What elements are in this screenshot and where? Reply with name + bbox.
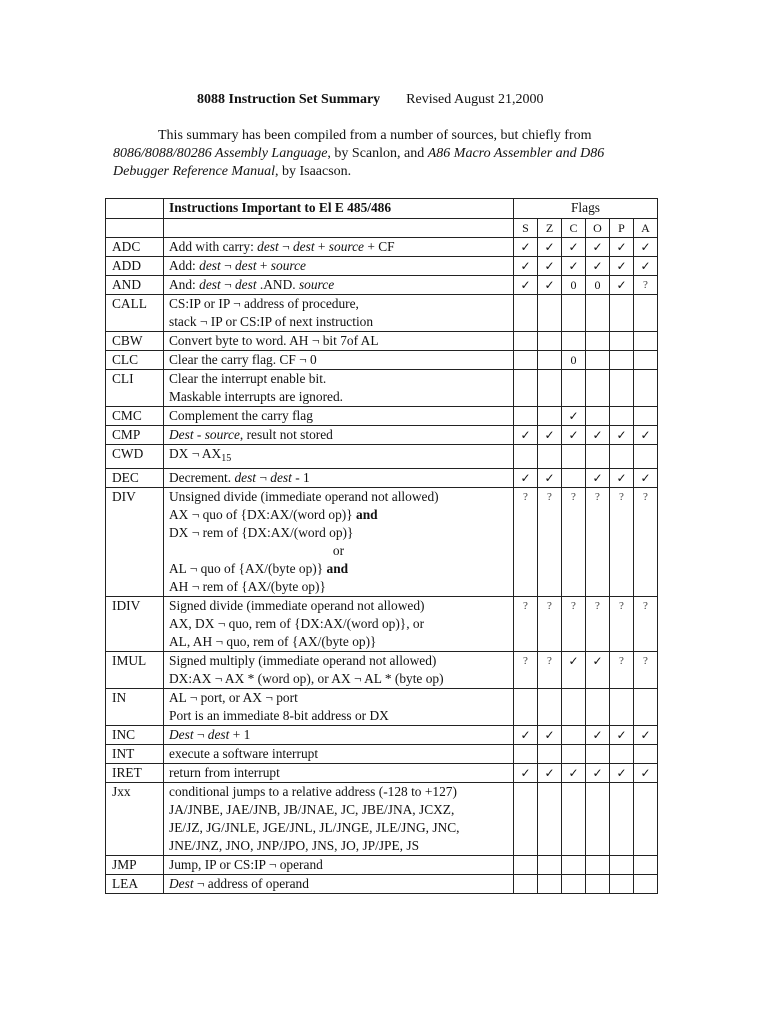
table-body <box>106 199 658 894</box>
checkmark-icon: ✓ <box>616 471 627 485</box>
instruction-description <box>164 407 514 426</box>
flag-cell-z <box>538 689 562 726</box>
flag-cell-a <box>634 875 658 894</box>
description-line: execute a software interrupt <box>169 746 319 761</box>
flag-cell-a <box>634 370 658 407</box>
flag-cell-a <box>634 257 658 276</box>
checkmark-icon: ✓ <box>544 728 555 742</box>
flag-cell-p <box>610 407 634 426</box>
checkmark-icon: ✓ <box>520 428 531 442</box>
table-row <box>106 445 658 469</box>
flag-cell-z <box>538 351 562 370</box>
flag-cell-c <box>562 407 586 426</box>
flag-cell-p <box>610 445 634 469</box>
flag-cell-z <box>538 856 562 875</box>
checkmark-icon: ✓ <box>640 766 651 780</box>
flag-cell-c: 0 <box>562 276 586 295</box>
description-line: DX:AX ¬ AX * (word op), or AX ¬ AL * (byte op) <box>169 671 444 686</box>
flag-cell-c <box>562 875 586 894</box>
table-row <box>106 764 658 783</box>
checkmark-icon: ✓ <box>592 728 603 742</box>
description-line: AH ¬ rem of {AX/(byte op)} <box>169 579 326 594</box>
intro-book1: 8086/8088/80286 Assembly Language <box>113 146 328 161</box>
instruction-description <box>164 445 514 469</box>
flag-cell-s <box>514 445 538 469</box>
flag-cell-a <box>634 469 658 488</box>
flag-cell-s <box>514 370 538 407</box>
flag-cell-o <box>586 856 610 875</box>
table-row <box>106 856 658 875</box>
flag-cell-o: 0 <box>586 276 610 295</box>
table-row <box>106 597 658 652</box>
flag-cell-a <box>634 856 658 875</box>
flag-cell-o <box>586 407 610 426</box>
instruction-mnemonic: CALL <box>106 295 164 332</box>
instruction-mnemonic: IMUL <box>106 652 164 689</box>
flag-cell-s <box>514 426 538 445</box>
flag-col-a: A <box>634 219 658 238</box>
checkmark-icon: ✓ <box>568 240 579 254</box>
flag-cell-z <box>538 276 562 295</box>
instruction-mnemonic: CLC <box>106 351 164 370</box>
flag-cell-a: ? <box>634 597 658 652</box>
checkmark-icon: ✓ <box>568 428 579 442</box>
flag-cell-z <box>538 469 562 488</box>
description-line: AL ¬ port, or AX ¬ port <box>169 690 298 705</box>
instruction-mnemonic: INC <box>106 726 164 745</box>
instruction-description <box>164 764 514 783</box>
table-row <box>106 276 658 295</box>
description-line: Add: dest ¬ dest + source <box>169 258 306 273</box>
flag-cell-s <box>514 726 538 745</box>
flag-cell-o <box>586 726 610 745</box>
flag-cell-o <box>586 351 610 370</box>
title-revised: Revised August 21,2000 <box>406 92 544 107</box>
flag-cell-p <box>610 351 634 370</box>
flag-cell-c <box>562 652 586 689</box>
description-line: Dest ¬ dest + 1 <box>169 727 251 742</box>
flag-cell-s <box>514 469 538 488</box>
instruction-description <box>164 689 514 726</box>
flag-cell-a <box>634 764 658 783</box>
header-blank-2 <box>106 219 164 238</box>
table-row <box>106 351 658 370</box>
flag-cell-o <box>586 469 610 488</box>
flag-cell-z <box>538 257 562 276</box>
flag-cell-p <box>610 370 634 407</box>
checkmark-icon: ✓ <box>616 240 627 254</box>
checkmark-icon: ✓ <box>592 766 603 780</box>
flag-cell-c <box>562 745 586 764</box>
flag-cell-s <box>514 238 538 257</box>
header-blank <box>106 199 164 219</box>
intro-line1: This summary has been compiled from a number of sources, but chiefly from <box>158 128 592 143</box>
description-line: Signed multiply (immediate operand not allowed) <box>169 653 437 668</box>
flag-cell-p <box>610 764 634 783</box>
flag-cell-c <box>562 726 586 745</box>
instruction-mnemonic: ADC <box>106 238 164 257</box>
description-line: conditional jumps to a relative address (-128 to +127) <box>169 784 457 799</box>
flag-cell-c <box>562 469 586 488</box>
flag-cell-c <box>562 445 586 469</box>
flag-cell-z <box>538 238 562 257</box>
instruction-mnemonic: LEA <box>106 875 164 894</box>
flag-cell-c <box>562 332 586 351</box>
flag-cell-c <box>562 783 586 856</box>
flag-cell-z <box>538 407 562 426</box>
flag-cell-a <box>634 445 658 469</box>
flag-cell-a <box>634 745 658 764</box>
instruction-description <box>164 238 514 257</box>
instruction-description <box>164 469 514 488</box>
checkmark-icon: ✓ <box>592 654 603 668</box>
flag-cell-s <box>514 351 538 370</box>
flag-cell-p: ? <box>610 488 634 597</box>
instruction-table <box>105 198 658 894</box>
flag-cell-o <box>586 257 610 276</box>
instruction-mnemonic: JMP <box>106 856 164 875</box>
instruction-mnemonic: DEC <box>106 469 164 488</box>
description-line: Decrement. dest ¬ dest - 1 <box>169 470 310 485</box>
checkmark-icon: ✓ <box>568 766 579 780</box>
description-line: AX, DX ¬ quo, rem of {DX:AX/(word op)}, or <box>169 616 425 631</box>
flag-cell-z <box>538 445 562 469</box>
flag-cell-z: ? <box>538 597 562 652</box>
intro-paragraph <box>113 127 653 181</box>
flag-columns-row <box>106 219 658 238</box>
instruction-mnemonic: IDIV <box>106 597 164 652</box>
instruction-description <box>164 276 514 295</box>
instruction-description <box>164 726 514 745</box>
checkmark-icon: ✓ <box>520 766 531 780</box>
instruction-mnemonic: IN <box>106 689 164 726</box>
instruction-description <box>164 783 514 856</box>
flag-cell-c: 0 <box>562 351 586 370</box>
checkmark-icon: ✓ <box>544 428 555 442</box>
flag-cell-a <box>634 238 658 257</box>
flag-cell-a <box>634 295 658 332</box>
table-heading-text: Instructions Important to El E 485/486 <box>169 200 392 215</box>
flag-cell-o <box>586 745 610 764</box>
flag-cell-s <box>514 745 538 764</box>
instruction-description <box>164 351 514 370</box>
table-row <box>106 726 658 745</box>
table-row <box>106 257 658 276</box>
flag-cell-s <box>514 295 538 332</box>
checkmark-icon: ✓ <box>592 471 603 485</box>
flag-cell-a: ? <box>634 652 658 689</box>
flag-cell-c <box>562 689 586 726</box>
flag-cell-s <box>514 332 538 351</box>
instruction-mnemonic: INT <box>106 745 164 764</box>
description-line: JNE/JNZ, JNO, JNP/JPO, JNS, JO, JP/JPE, JS <box>169 838 420 853</box>
checkmark-icon: ✓ <box>568 259 579 273</box>
instruction-mnemonic: CBW <box>106 332 164 351</box>
flag-cell-o <box>586 783 610 856</box>
flag-cell-o <box>586 295 610 332</box>
intro-end: , by Isaacson. <box>274 164 352 179</box>
description-line: AL, AH ¬ quo, rem of {AX/(byte op)} <box>169 634 377 649</box>
flag-cell-p: ? <box>610 597 634 652</box>
instruction-description <box>164 426 514 445</box>
flag-cell-z <box>538 745 562 764</box>
checkmark-icon: ✓ <box>544 259 555 273</box>
checkmark-icon: ✓ <box>544 278 555 292</box>
flag-cell-o <box>586 426 610 445</box>
flag-cell-a: ? <box>634 276 658 295</box>
flag-cell-p <box>610 875 634 894</box>
checkmark-icon: ✓ <box>520 728 531 742</box>
checkmark-icon: ✓ <box>592 259 603 273</box>
flag-cell-p <box>610 257 634 276</box>
checkmark-icon: ✓ <box>568 654 579 668</box>
flag-cell-c <box>562 426 586 445</box>
checkmark-icon: ✓ <box>640 240 651 254</box>
description-line: Complement the carry flag <box>169 408 313 423</box>
flag-cell-a <box>634 332 658 351</box>
flag-cell-s <box>514 407 538 426</box>
description-line: JE/JZ, JG/JNLE, JGE/JNL, JL/JNGE, JLE/JNG, JNC, <box>169 820 460 835</box>
flag-cell-o <box>586 689 610 726</box>
checkmark-icon: ✓ <box>520 471 531 485</box>
flag-cell-a <box>634 689 658 726</box>
description-line: Dest - source, result not stored <box>169 427 333 442</box>
description-line: Port is an immediate 8-bit address or DX <box>169 708 389 723</box>
description-line: Unsigned divide (immediate operand not allowed) <box>169 489 439 504</box>
description-line: JA/JNBE, JAE/JNB, JB/JNAE, JC, JBE/JNA, JCXZ, <box>169 802 455 817</box>
instruction-mnemonic: CMC <box>106 407 164 426</box>
table-row <box>106 652 658 689</box>
table-row <box>106 426 658 445</box>
flag-cell-o <box>586 652 610 689</box>
description-line: DX ¬ rem of {DX:AX/(word op)} <box>169 525 354 540</box>
flag-cell-a <box>634 783 658 856</box>
flag-cell-z <box>538 332 562 351</box>
checkmark-icon: ✓ <box>544 471 555 485</box>
flag-cell-p <box>610 689 634 726</box>
flag-cell-a <box>634 726 658 745</box>
intro-book2b: Debugger Reference Manual <box>113 164 275 179</box>
checkmark-icon: ✓ <box>616 428 627 442</box>
instruction-mnemonic: DIV <box>106 488 164 597</box>
flag-cell-o <box>586 445 610 469</box>
instruction-mnemonic: AND <box>106 276 164 295</box>
checkmark-icon: ✓ <box>568 409 579 423</box>
flag-cell-o <box>586 332 610 351</box>
instruction-description <box>164 652 514 689</box>
description-line: Clear the carry flag. CF ¬ 0 <box>169 352 317 367</box>
flag-cell-z <box>538 764 562 783</box>
description-line: Dest ¬ address of operand <box>169 876 309 891</box>
checkmark-icon: ✓ <box>616 766 627 780</box>
flag-cell-p <box>610 276 634 295</box>
flag-cell-s: ? <box>514 652 538 689</box>
flag-cell-z: ? <box>538 652 562 689</box>
intro-book2: A86 Macro Assembler and D86 <box>427 146 605 161</box>
flag-cell-s <box>514 276 538 295</box>
flag-cell-s <box>514 875 538 894</box>
flag-cell-c <box>562 370 586 407</box>
flag-cell-p <box>610 783 634 856</box>
instruction-mnemonic: IRET <box>106 764 164 783</box>
flag-cell-s <box>514 689 538 726</box>
flag-cell-p <box>610 469 634 488</box>
flag-cell-z: ? <box>538 488 562 597</box>
description-line: return from interrupt <box>169 765 280 780</box>
flag-cell-z <box>538 726 562 745</box>
checkmark-icon: ✓ <box>616 728 627 742</box>
flag-cell-o <box>586 875 610 894</box>
description-line: Jump, IP or CS:IP ¬ operand <box>169 857 323 872</box>
table-row <box>106 469 658 488</box>
flag-cell-c <box>562 295 586 332</box>
flag-col-z: Z <box>538 219 562 238</box>
flag-cell-p <box>610 426 634 445</box>
checkmark-icon: ✓ <box>520 278 531 292</box>
checkmark-icon: ✓ <box>544 240 555 254</box>
table-row <box>106 407 658 426</box>
flag-cell-p <box>610 745 634 764</box>
flag-cell-o <box>586 370 610 407</box>
checkmark-icon: ✓ <box>640 728 651 742</box>
flag-cell-p <box>610 856 634 875</box>
table-row <box>106 488 658 597</box>
description-line: DX ¬ $AX_{15}$ <box>169 446 232 464</box>
instruction-description <box>164 856 514 875</box>
flag-cell-o: ? <box>586 488 610 597</box>
instruction-description <box>164 597 514 652</box>
flag-cell-s <box>514 257 538 276</box>
instruction-description <box>164 257 514 276</box>
instruction-description <box>164 295 514 332</box>
flag-col-c: C <box>562 219 586 238</box>
table-row <box>106 238 658 257</box>
intro-mid1: , by Scanlon, and <box>327 146 428 161</box>
table-row <box>106 745 658 764</box>
flag-cell-c <box>562 764 586 783</box>
checkmark-icon: ✓ <box>592 428 603 442</box>
checkmark-icon: ✓ <box>616 259 627 273</box>
table-row <box>106 295 658 332</box>
flag-cell-z <box>538 875 562 894</box>
instruction-description <box>164 745 514 764</box>
flag-cell-s <box>514 764 538 783</box>
description-line: Maskable interrupts are ignored. <box>169 389 344 404</box>
flag-cell-s <box>514 783 538 856</box>
description-line: Add with carry: dest ¬ dest + source + CF <box>169 239 395 254</box>
flag-cell-c: ? <box>562 488 586 597</box>
flag-cell-p <box>610 295 634 332</box>
checkmark-icon: ✓ <box>616 278 627 292</box>
flag-col-s: S <box>514 219 538 238</box>
instruction-mnemonic: CLI <box>106 370 164 407</box>
table-row <box>106 783 658 856</box>
checkmark-icon: ✓ <box>520 259 531 273</box>
checkmark-icon: ✓ <box>640 259 651 273</box>
instruction-description <box>164 875 514 894</box>
flag-cell-z <box>538 426 562 445</box>
description-line: CS:IP or IP ¬ address of procedure, <box>169 296 359 311</box>
flags-header: Flags <box>514 199 658 219</box>
instruction-description <box>164 332 514 351</box>
checkmark-icon: ✓ <box>544 766 555 780</box>
instruction-description <box>164 370 514 407</box>
title-main: 8088 Instruction Set Summary <box>197 92 381 107</box>
flag-cell-s: ? <box>514 488 538 597</box>
flag-cell-p <box>610 238 634 257</box>
flag-cell-z <box>538 370 562 407</box>
flag-cell-c <box>562 238 586 257</box>
description-line: And: dest ¬ dest .AND. source <box>169 277 335 292</box>
flag-col-o: O <box>586 219 610 238</box>
instruction-mnemonic: CMP <box>106 426 164 445</box>
table-row <box>106 875 658 894</box>
flag-cell-p <box>610 726 634 745</box>
checkmark-icon: ✓ <box>640 428 651 442</box>
description-line: Clear the interrupt enable bit. <box>169 371 327 386</box>
instruction-description <box>164 488 514 597</box>
description-line: Signed divide (immediate operand not allowed) <box>169 598 425 613</box>
checkmark-icon: ✓ <box>640 471 651 485</box>
table-row <box>106 370 658 407</box>
instruction-mnemonic: ADD <box>106 257 164 276</box>
description-line: Convert byte to word. AH ¬ bit 7of AL <box>169 333 379 348</box>
flag-cell-c <box>562 856 586 875</box>
table-header-row <box>106 199 658 219</box>
flag-cell-a <box>634 351 658 370</box>
flag-cell-s: ? <box>514 597 538 652</box>
table-row <box>106 689 658 726</box>
header-blank-3 <box>164 219 514 238</box>
table-heading <box>164 199 514 219</box>
instruction-mnemonic: Jxx <box>106 783 164 856</box>
description-line: AL ¬ quo of {AX/(byte op)} and <box>169 561 349 576</box>
checkmark-icon: ✓ <box>592 240 603 254</box>
flag-cell-p <box>610 332 634 351</box>
flag-cell-a <box>634 407 658 426</box>
description-line: stack ¬ IP or CS:IP of next instruction <box>169 314 374 329</box>
document-title <box>197 92 543 108</box>
flag-col-p: P <box>610 219 634 238</box>
flag-cell-a <box>634 426 658 445</box>
flag-cell-z <box>538 295 562 332</box>
flag-cell-a: ? <box>634 488 658 597</box>
flag-cell-o <box>586 238 610 257</box>
description-line: or <box>332 543 345 558</box>
checkmark-icon: ✓ <box>520 240 531 254</box>
flag-cell-c: ? <box>562 597 586 652</box>
description-line: AX ¬ quo of {DX:AX/(word op)} and <box>169 507 378 522</box>
instruction-mnemonic: CWD <box>106 445 164 469</box>
flag-cell-o <box>586 764 610 783</box>
table-row <box>106 332 658 351</box>
flag-cell-c <box>562 257 586 276</box>
flag-cell-p: ? <box>610 652 634 689</box>
flag-cell-z <box>538 783 562 856</box>
flag-cell-s <box>514 856 538 875</box>
flag-cell-o: ? <box>586 597 610 652</box>
